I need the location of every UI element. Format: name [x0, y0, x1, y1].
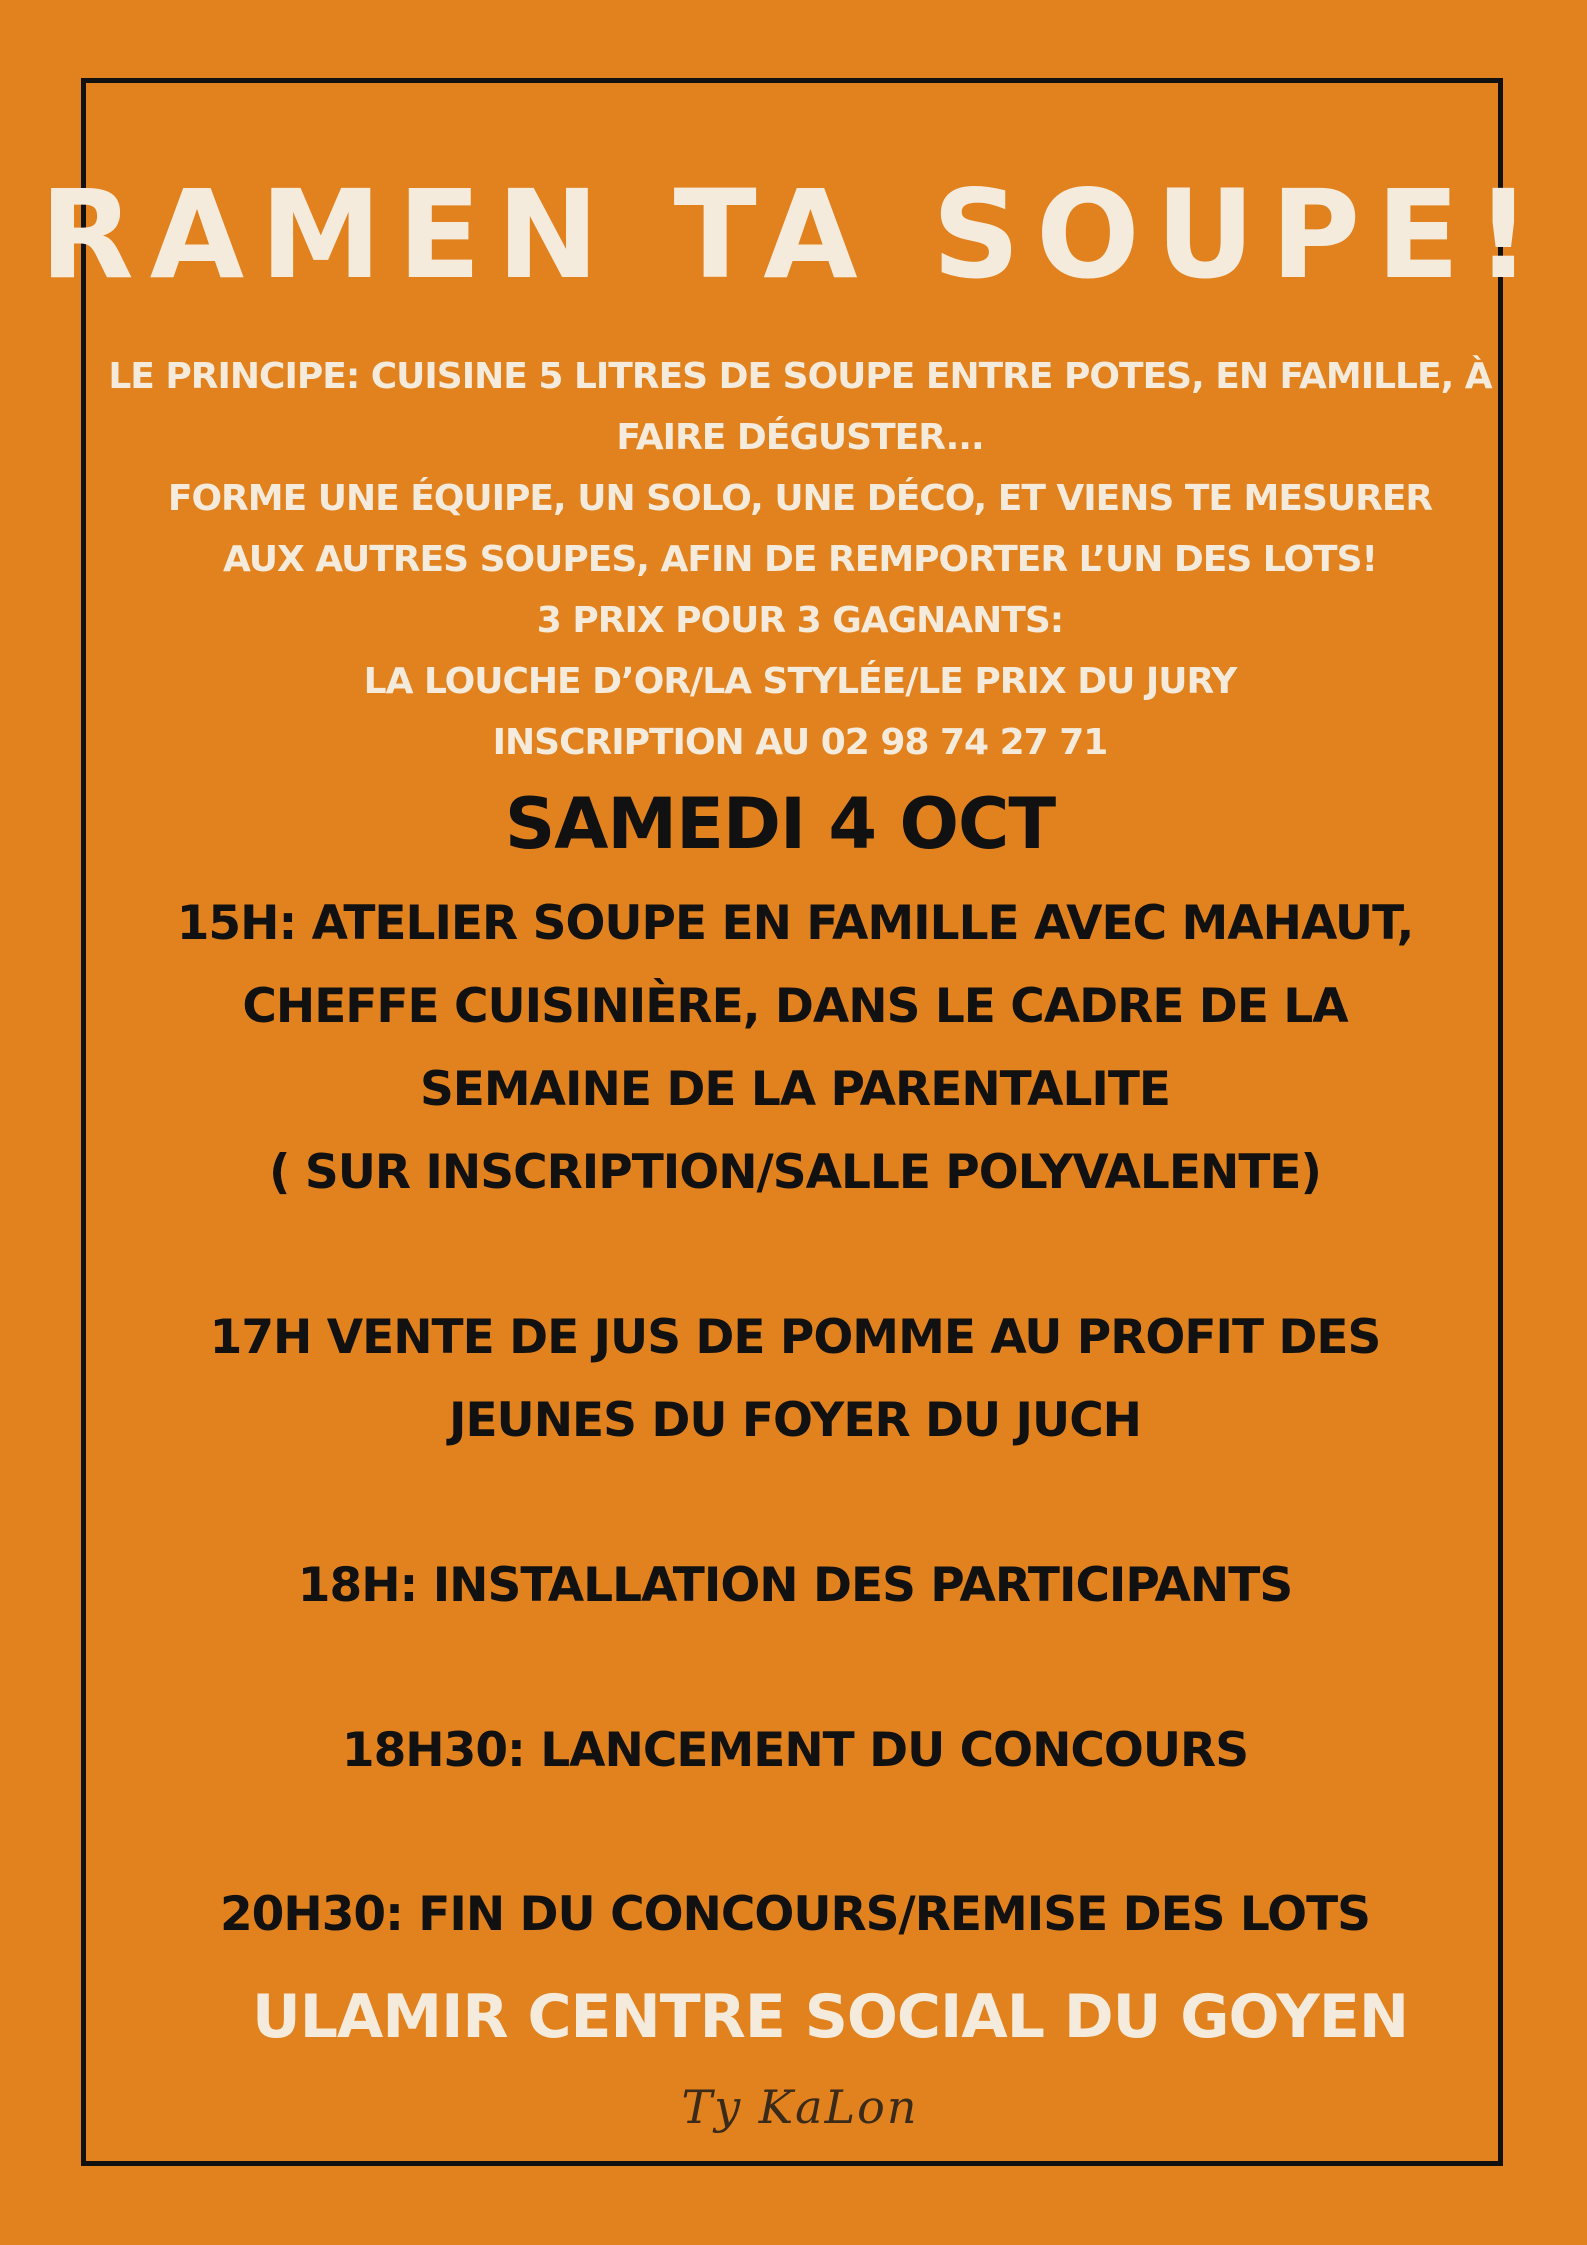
program-line: ( SUR INSCRIPTION/SALLE POLYVALENTE) — [269, 1145, 1321, 1200]
program-item-vente — [110, 1296, 1480, 1462]
event-date: SAMEDI 4 OCT — [504, 783, 1056, 865]
program-line: 18H30: LANCEMENT DU CONCOURS — [341, 1723, 1249, 1778]
intro-line: LA LOUCHE D’OR/LA STYLÉE/LE PRIX DU JURY — [363, 661, 1237, 702]
program-item-fin — [110, 1873, 1480, 1956]
program-item-installation — [110, 1544, 1480, 1627]
ty-kalon-logo: Ty KaLon — [681, 2080, 919, 2134]
program-line: 15H: ATELIER SOUPE EN FAMILLE AVEC MAHAUT, — [176, 896, 1414, 951]
program-line: JEUNES DU FOYER DU JUCH — [448, 1393, 1142, 1448]
intro-text — [100, 346, 1500, 773]
program-line: CHEFFE CUISINIÈRE, DANS LE CADRE DE LA — [242, 979, 1348, 1034]
intro-line: FAIRE DÉGUSTER... — [616, 417, 984, 458]
program-item-lancement — [110, 1709, 1480, 1792]
poster-title: RAMEN TA SOUPE! — [39, 164, 1548, 306]
organizer-name: ULAMIR CENTRE SOCIAL DU GOYEN — [251, 1982, 1409, 2052]
program-line: 20H30: FIN DU CONCOURS/REMISE DES LOTS — [219, 1887, 1371, 1942]
intro-line: INSCRIPTION AU 02 98 74 27 71 — [492, 722, 1108, 763]
intro-line: 3 PRIX POUR 3 GAGNANTS: — [536, 600, 1064, 641]
program-item-atelier — [110, 882, 1480, 1214]
intro-line: AUX AUTRES SOUPES, AFIN DE REMPORTER L’UN DES LOTS! — [223, 539, 1377, 580]
intro-line: FORME UNE ÉQUIPE, UN SOLO, UNE DÉCO, ET VIENS TE MESURER — [167, 478, 1433, 519]
program-line: 18H: INSTALLATION DES PARTICIPANTS — [297, 1558, 1293, 1613]
program-line: SEMAINE DE LA PARENTALITE — [419, 1062, 1171, 1117]
program-line: 17H VENTE DE JUS DE POMME AU PROFIT DES — [209, 1310, 1381, 1365]
intro-line: LE PRINCIPE: CUISINE 5 LITRES DE SOUPE ENTRE POTES, EN FAMILLE, À — [108, 356, 1492, 397]
